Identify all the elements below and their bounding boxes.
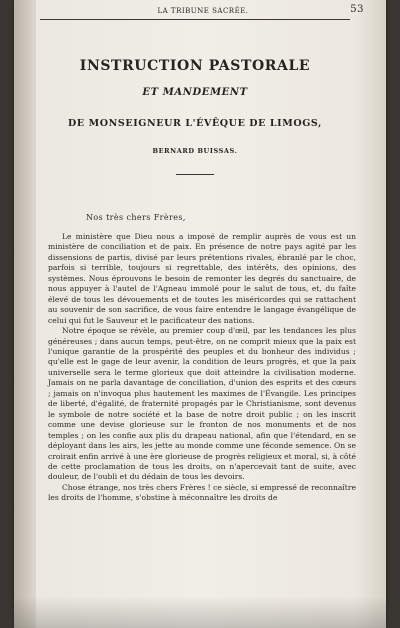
document-title: INSTRUCTION PASTORALE xyxy=(79,58,311,74)
paragraph: Le ministère que Dieu nous a imposé de remplir auprès de vous est un ministère de conciliation et de paix. En présence de notre pays agité par les dissensions de partis, divisé par leurs prétentions rivales, ébranlé par le choc, parfois si terrible, toujours si regrettable, des intérêts, des opinions, des systèmes. Nous éprouvons le besoin de remonter les degrés du sanctuaire, de nous appuyer à l'autel de l'Agneau immolé pour le salut de tous, et, du faîte élevé de tous les dévouements et de toutes les miséricordes qui se rattachent au souvenir de son sacrifice, de vous faire entendre le langage évangélique de celui qui fut le Sauveur et le pacificateur des nations. xyxy=(48,232,356,325)
page-number: 53 xyxy=(350,4,364,15)
document-subtitle: ET MANDEMENT xyxy=(142,87,248,98)
salutation: Nos très chers Frères, xyxy=(86,213,186,222)
running-title: LA TRIBUNE SACRÉE. xyxy=(157,7,249,15)
body-text xyxy=(48,232,356,504)
header-rule xyxy=(40,19,350,20)
document-author-line: DE MONSEIGNEUR L'ÉVÊQUE DE LIMOGS, xyxy=(68,118,322,129)
title-divider xyxy=(176,174,214,175)
document-author-name: BERNARD BUISSAS. xyxy=(152,147,238,155)
page-bottom-shadow xyxy=(0,596,400,628)
paragraph: Notre époque se révèle, au premier coup d'œil, par les tendances les plus généreuses ; dans aucun temps, peut-être, on ne comprit mieux que la paix est l'unique garantie de la prospérité des peuples et du bonheur des individus ; qu'elle est le gage de leur avenir, la condition de leurs progrès, et que la paix universelle sera le terme glorieux que doit atteindre la civilisation moderne. Jamais on ne parla davantage de conciliation, d'union des esprits et des cœurs ; jamais on n'invoqua plus hautement les maximes de l'Évangile. Les principes de liberté, d'égalité, de fraternité propagés par le Christianisme, sont devenus le symbole de notre société et la base de notre droit public ; on les inscrit comme une devise glorieuse sur le fronton de nos monuments et de nos temples ; on les confie aux plis du drapeau national, afin que l'étendard, en se déployant dans les airs, les jette au monde comme une féconde semence. On se croirait enfin arrivé à une ère glorieuse de progrès religieux et moral, si, à côté de cette proclamation de tous les droits, on n'apercevait tant de suite, avec douleur, de l'oubli et du dédain de tous les devoirs. xyxy=(48,326,356,482)
page-spine xyxy=(14,0,36,628)
running-header xyxy=(40,4,366,18)
paragraph: Chose étrange, nos très chers Frères ! ce siècle, si empressé de reconnaître les droits de l'homme, s'obstine à méconnaître les droits de xyxy=(48,482,356,503)
